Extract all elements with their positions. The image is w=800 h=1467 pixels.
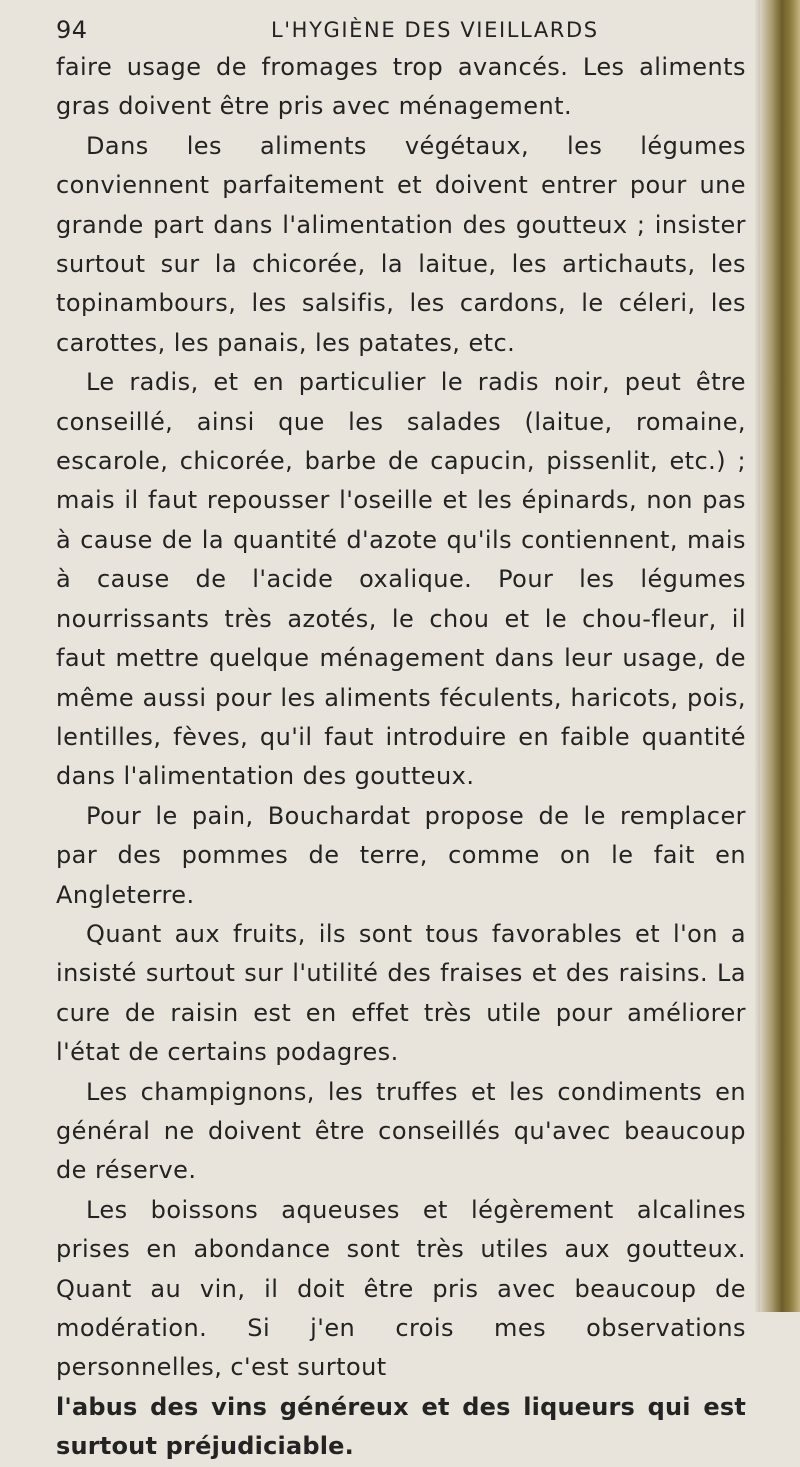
paragraph-champignons: Les champignons, les truffes et les condiments en général ne doivent être conseillés qu'avec beaucoup de réserve. bbox=[56, 1077, 746, 1185]
paragraph-fromages: faire usage de fromages trop avancés. Les aliments gras doivent être pris avec ménagement. bbox=[56, 53, 746, 121]
paragraph-boissons: Les boissons aqueuses et légèrement alcalines prises en abondance sont très utiles aux goutteux. Quant au vin, il doit être pris avec beaucoup de modération. Si j'en crois mes observations personnelles, c'est surtout bbox=[56, 1195, 746, 1382]
book-binding-edge bbox=[760, 0, 800, 1312]
paragraph-fruits: Quant aux fruits, ils sont tous favorables et l'on a insisté surtout sur l'utilité des fraises et des raisins. La cure de raisin est en effet très utile pour améliorer l'état de certains podagres. bbox=[56, 919, 746, 1067]
body-text bbox=[56, 48, 746, 1467]
paragraph-conclusion-bold: l'abus des vins généreux et des liqueurs qui est surtout préjudiciable. bbox=[56, 1392, 746, 1461]
paragraph-pain: Pour le pain, Bouchardat propose de le remplacer par des pommes de terre, comme on le fait en Angleterre. bbox=[56, 801, 746, 909]
page-number: 94 bbox=[56, 16, 88, 44]
paragraph-aliments-vegetaux: Dans les aliments végétaux, les légumes conviennent parfaitement et doivent entrer pour une grande part dans l'alimentation des goutteux ; insister surtout sur la chicorée, la laitue, les artichauts, les topinambours, les salsifis, les cardons, le céleri, les carottes, les panais, les patates, etc. bbox=[56, 131, 746, 357]
page-header bbox=[56, 16, 746, 46]
running-title: L'HYGIÈNE DES VIEILLARDS bbox=[271, 18, 599, 42]
paragraph-radis: Le radis, et en particulier le radis noir, peut être conseillé, ainsi que les salades (laitue, romaine, escarole, chicorée, barbe de capucin, pissenlit, etc.) ; mais il faut repousser l'oseille et les épinards, non pas à cause de la quantité d'azote qu'ils contiennent, mais à cause de l'acide oxalique. Pour les légumes nourrissants très azotés, le chou et le chou-fleur, il faut mettre quelque ménagement dans leur usage, de même aussi pour les aliments féculents, haricots, pois, lentilles, fèves, qu'il faut introduire en faible quantité dans l'alimentation des goutteux. bbox=[56, 368, 746, 791]
